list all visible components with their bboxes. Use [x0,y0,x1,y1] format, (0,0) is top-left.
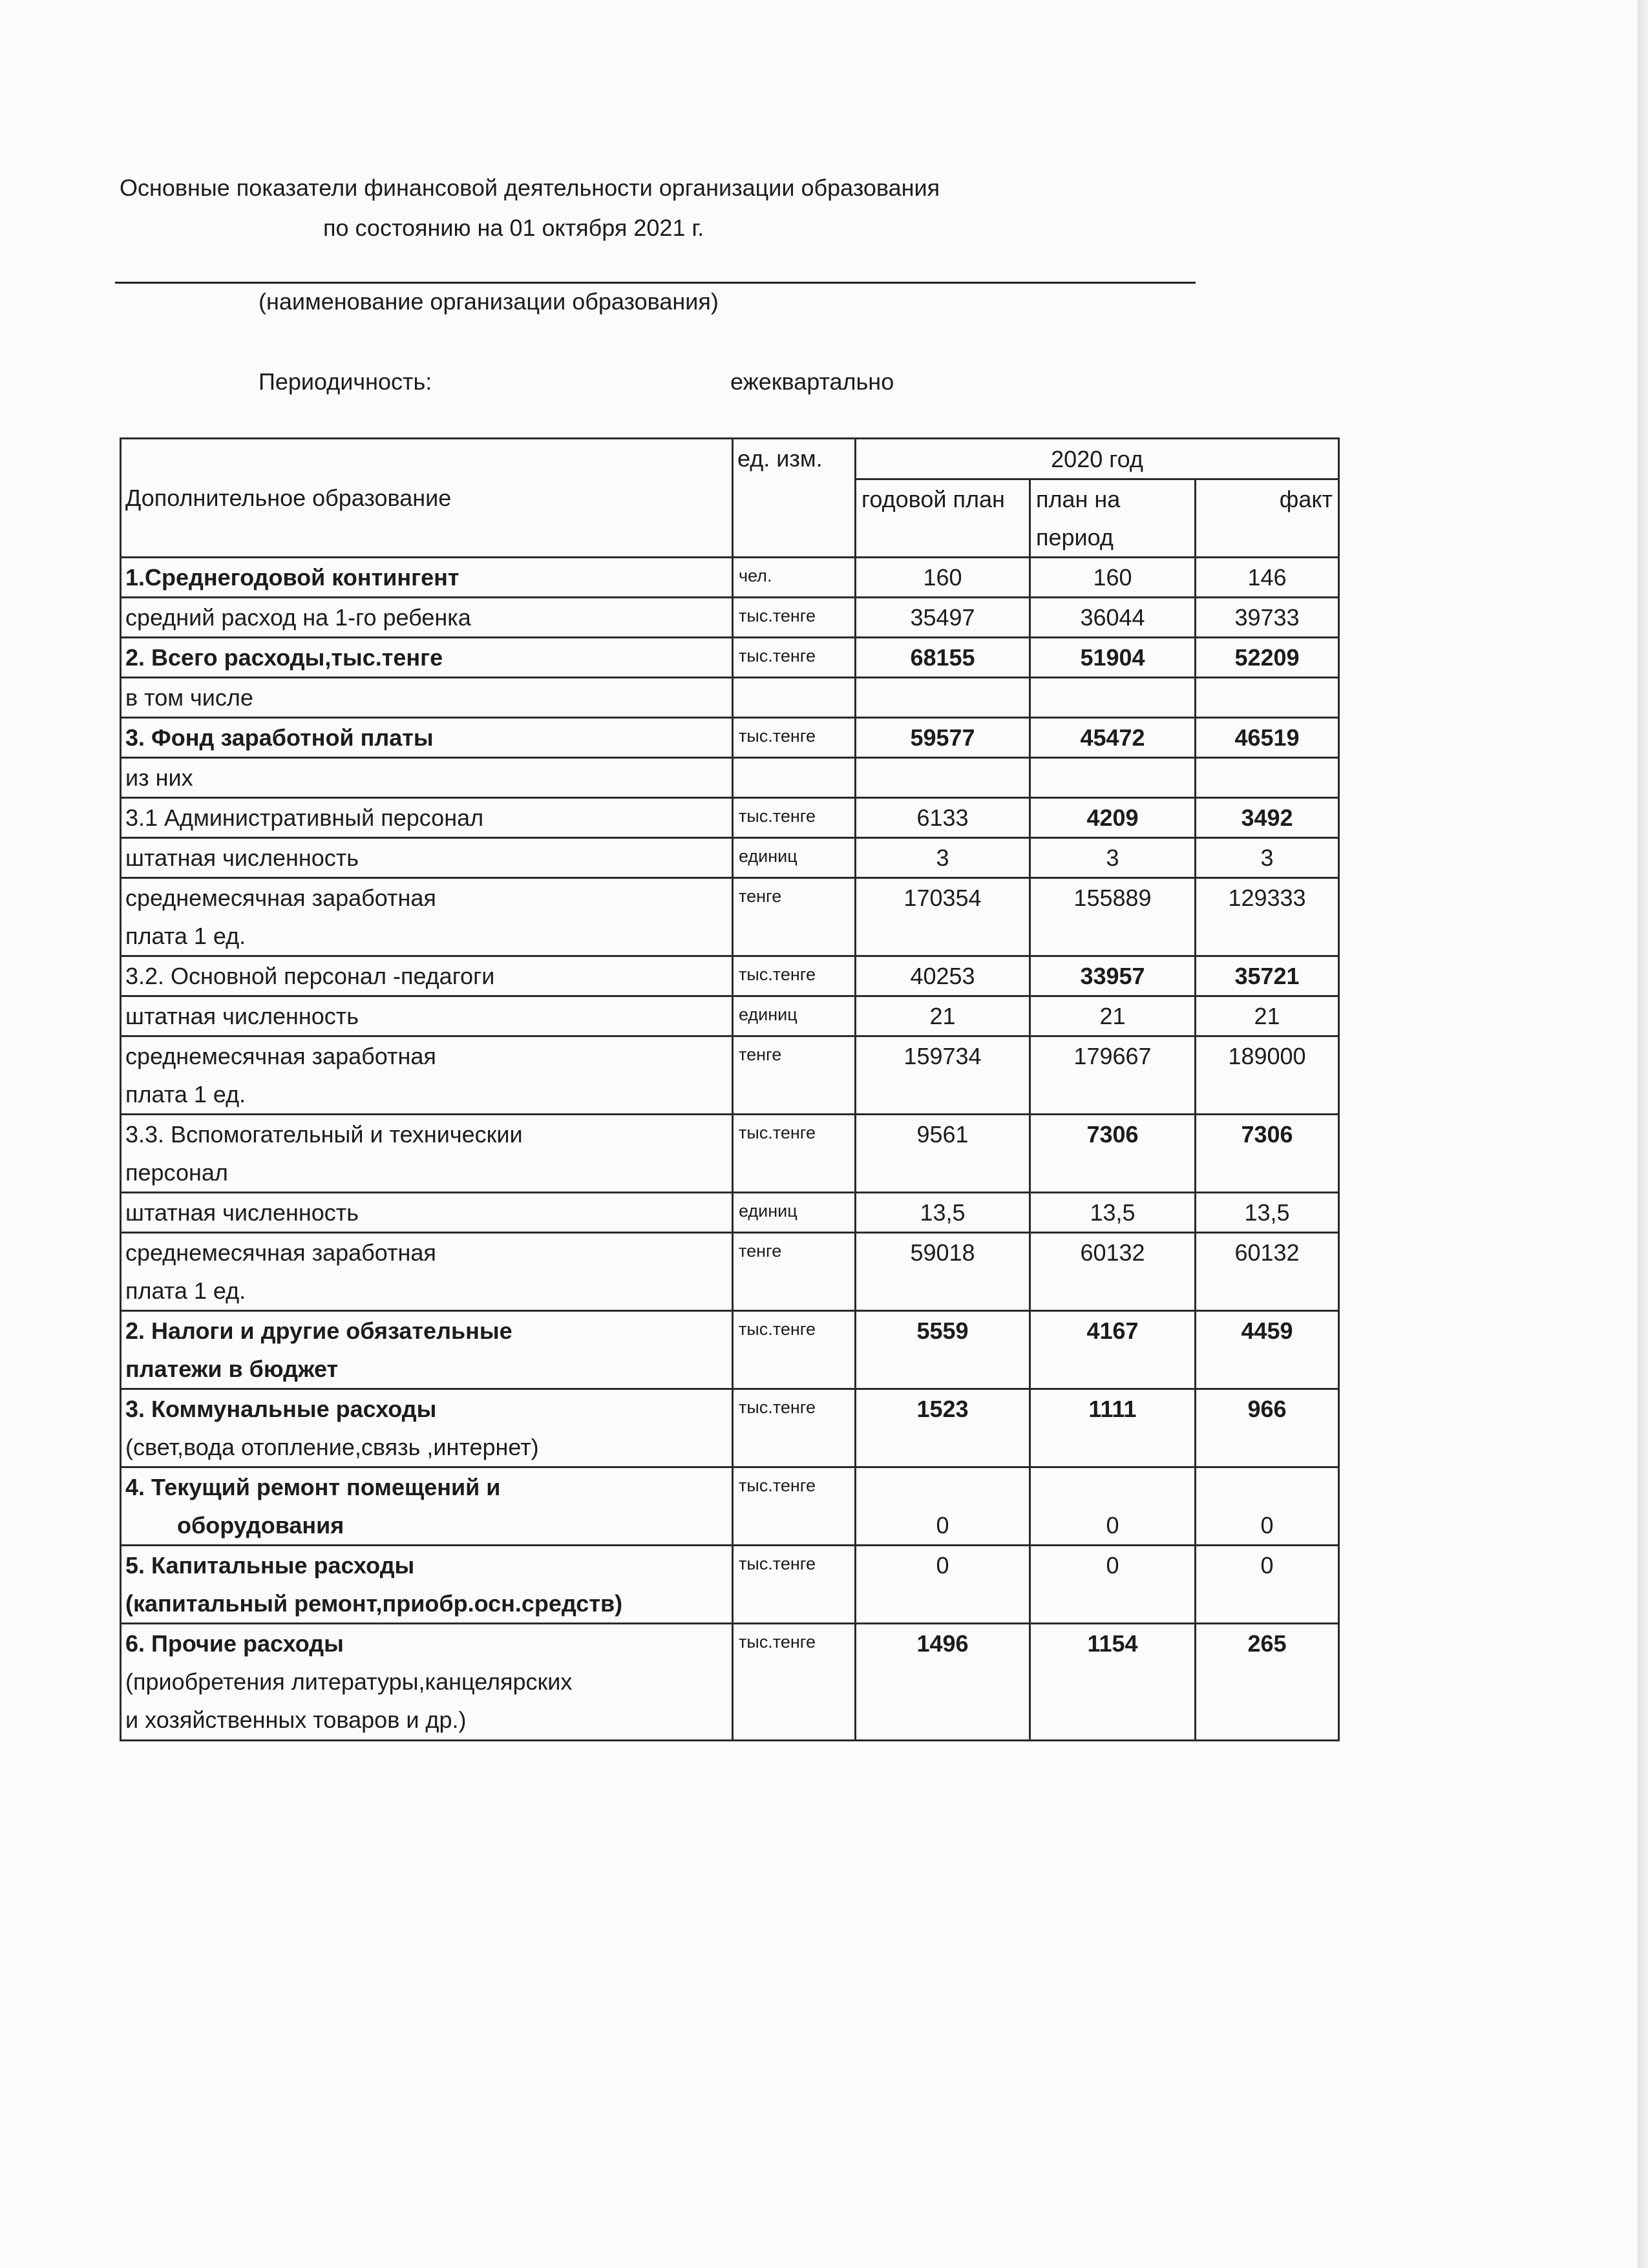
table-row [121,558,1339,598]
cell-plan-year: 159734 [856,1036,1030,1115]
cell-plan-year: 9561 [856,1115,1030,1193]
row-unit: тыс.тенге [733,1624,856,1741]
row-name-text: штатная численность [125,845,359,871]
cell-fact: 3492 [1196,798,1339,838]
row-name-text: 3.3. Вспомогательный и техническии персонал [125,1121,523,1186]
cell-plan-period: 160 [1030,558,1196,598]
row-name [121,838,733,878]
cell-plan-year: 35497 [856,598,1030,638]
document-title [120,168,1121,248]
row-unit [733,758,856,798]
header-fact: факт [1196,479,1339,558]
cell-plan-period: 4167 [1030,1311,1196,1389]
row-name [121,1546,733,1624]
cell-plan-year: 0 [856,1467,1030,1546]
table-row [121,1115,1339,1193]
row-name-text: 3.1 Административный персонал [125,804,484,831]
page-edge [1638,0,1648,2268]
title-line-1: Основные показатели финансовой деятельности организации образования [120,174,940,201]
row-unit: тыс.тенге [733,798,856,838]
cell-fact: 60132 [1196,1233,1339,1311]
table-row [121,878,1339,956]
cell-plan-period: 3 [1030,838,1196,878]
row-name-text: среднемесячная заработная плата 1 ед. [125,1043,436,1108]
row-name [121,718,733,758]
table-row [121,1389,1339,1467]
org-name-caption: (наименование организации образования) [259,288,719,315]
row-unit: тыс.тенге [733,718,856,758]
cell-plan-period: 60132 [1030,1233,1196,1311]
cell-plan-period [1030,678,1196,718]
cell-fact: 46519 [1196,718,1339,758]
row-name-text: штатная численность [125,1003,359,1029]
cell-plan-period: 179667 [1030,1036,1196,1115]
header-year: 2020 год [856,439,1339,479]
header-plan-year: годовой план [856,479,1030,558]
cell-plan-year: 5559 [856,1311,1030,1389]
row-name-text: среднемесячная заработная плата 1 ед. [125,1239,436,1304]
cell-fact: 146 [1196,558,1339,598]
row-name [121,1467,733,1546]
org-name-blank-line [115,282,1196,284]
table-row [121,798,1339,838]
cell-plan-period: 155889 [1030,878,1196,956]
row-unit: тыс.тенге [733,1115,856,1193]
header-unit-text: ед. изм. [737,445,823,472]
cell-plan-year: 160 [856,558,1030,598]
cell-fact: 7306 [1196,1115,1339,1193]
cell-plan-period: 1154 [1030,1624,1196,1741]
cell-plan-period: 33957 [1030,956,1196,996]
cell-plan-year: 59577 [856,718,1030,758]
cell-plan-year: 40253 [856,956,1030,996]
row-name-text: штатная численность [125,1199,359,1226]
periodicity-label: Периодичность: [259,368,432,395]
cell-fact: 39733 [1196,598,1339,638]
row-unit: тенге [733,878,856,956]
table-row [121,956,1339,996]
cell-fact: 0 [1196,1467,1339,1546]
cell-plan-period: 21 [1030,996,1196,1036]
cell-plan-period: 13,5 [1030,1193,1196,1233]
row-unit: единиц [733,838,856,878]
cell-fact: 966 [1196,1389,1339,1467]
cell-plan-year [856,758,1030,798]
cell-fact: 265 [1196,1624,1339,1741]
row-unit: тыс.тенге [733,598,856,638]
row-name-text: средний расход на 1-го ребенка [125,604,471,631]
table-row [121,1311,1339,1389]
row-name-text: 1.Среднегодовой контингент [125,564,460,591]
row-unit: единиц [733,996,856,1036]
row-name [121,1115,733,1193]
table-row [121,758,1339,798]
row-unit: тыс.тенге [733,638,856,678]
row-name-text: 2. Всего расходы,тыс.тенге [125,644,443,671]
table-row [121,838,1339,878]
cell-plan-year: 0 [856,1546,1030,1624]
row-unit: чел. [733,558,856,598]
row-name [121,1311,733,1389]
cell-fact: 3 [1196,838,1339,878]
row-unit: тыс.тенге [733,1311,856,1389]
table-row [121,1624,1339,1741]
cell-plan-period: 1111 [1030,1389,1196,1467]
table-row [121,1467,1339,1546]
row-name [121,1193,733,1233]
table-row [121,678,1339,718]
periodicity-value: ежеквартально [730,368,894,395]
row-name-line-1: 4. Текущий ремонт помещений и [125,1474,501,1500]
cell-plan-period: 0 [1030,1467,1196,1546]
cell-plan-year [856,678,1030,718]
row-name [121,678,733,718]
cell-fact [1196,678,1339,718]
header-plan-period: план на период [1030,479,1196,558]
row-name-details: (приобретения литературы,канцелярских и хозяйственных товаров и др.) [125,1668,573,1733]
row-unit: тыс.тенге [733,956,856,996]
cell-plan-period [1030,758,1196,798]
row-unit: тыс.тенге [733,1467,856,1546]
cell-plan-year: 170354 [856,878,1030,956]
cell-plan-year: 1496 [856,1624,1030,1741]
cell-plan-period: 7306 [1030,1115,1196,1193]
cell-plan-period: 0 [1030,1546,1196,1624]
row-name-text: 5. Капитальные расходы (капитальный ремонт,приобр.осн.средств) [125,1552,623,1617]
row-name-text: среднемесячная заработная плата 1 ед. [125,885,436,949]
cell-plan-period: 51904 [1030,638,1196,678]
row-name [121,598,733,638]
row-name [121,1624,733,1741]
cell-fact: 21 [1196,996,1339,1036]
row-unit [733,678,856,718]
row-name-line-2: оборудования [177,1512,344,1538]
table-row [121,1193,1339,1233]
row-unit: единиц [733,1193,856,1233]
row-name-heading: 6. Прочие расходы [125,1630,344,1657]
cell-plan-year: 1523 [856,1389,1030,1467]
cell-plan-year: 21 [856,996,1030,1036]
row-name [121,798,733,838]
financial-indicators-table [120,437,1340,1741]
table-row [121,1546,1339,1624]
row-name [121,1036,733,1115]
row-name [121,956,733,996]
row-name-details: (свет,вода отопление,связь ,интернет) [125,1434,539,1460]
table-row [121,1036,1339,1115]
row-name [121,758,733,798]
table-row [121,718,1339,758]
row-name-text: в том числе [125,684,253,711]
table-row [121,598,1339,638]
cell-fact: 35721 [1196,956,1339,996]
cell-fact: 0 [1196,1546,1339,1624]
cell-plan-year: 3 [856,838,1030,878]
row-name [121,1389,733,1467]
cell-fact [1196,758,1339,798]
cell-fact: 129333 [1196,878,1339,956]
cell-fact: 4459 [1196,1311,1339,1389]
row-name [121,638,733,678]
table-row [121,638,1339,678]
row-unit: тенге [733,1233,856,1311]
title-line-2: по состоянию на 01 октября 2021 г. [323,215,704,241]
cell-plan-year: 59018 [856,1233,1030,1311]
cell-plan-period: 36044 [1030,598,1196,638]
row-name [121,558,733,598]
header-unit [733,439,856,558]
row-name [121,996,733,1036]
row-name [121,878,733,956]
table-row [121,1233,1339,1311]
cell-plan-year: 68155 [856,638,1030,678]
row-unit: тыс.тенге [733,1546,856,1624]
row-name-text: из них [125,764,193,791]
cell-fact: 13,5 [1196,1193,1339,1233]
cell-plan-year: 6133 [856,798,1030,838]
row-name-text: 2. Налоги и другие обязательные платежи в бюджет [125,1318,512,1382]
row-unit: тенге [733,1036,856,1115]
cell-fact: 52209 [1196,638,1339,678]
row-name-text: 3. Фонд заработной платы [125,724,434,751]
cell-plan-year: 13,5 [856,1193,1030,1233]
row-unit: тыс.тенге [733,1389,856,1467]
table-row [121,996,1339,1036]
cell-plan-period: 4209 [1030,798,1196,838]
row-name [121,1233,733,1311]
row-name-text: 3.2. Основной персонал -педагоги [125,963,495,989]
cell-fact: 189000 [1196,1036,1339,1115]
row-name-heading: 3. Коммунальные расходы [125,1396,437,1422]
header-section: Дополнительное образование [121,439,733,558]
cell-plan-period: 45472 [1030,718,1196,758]
